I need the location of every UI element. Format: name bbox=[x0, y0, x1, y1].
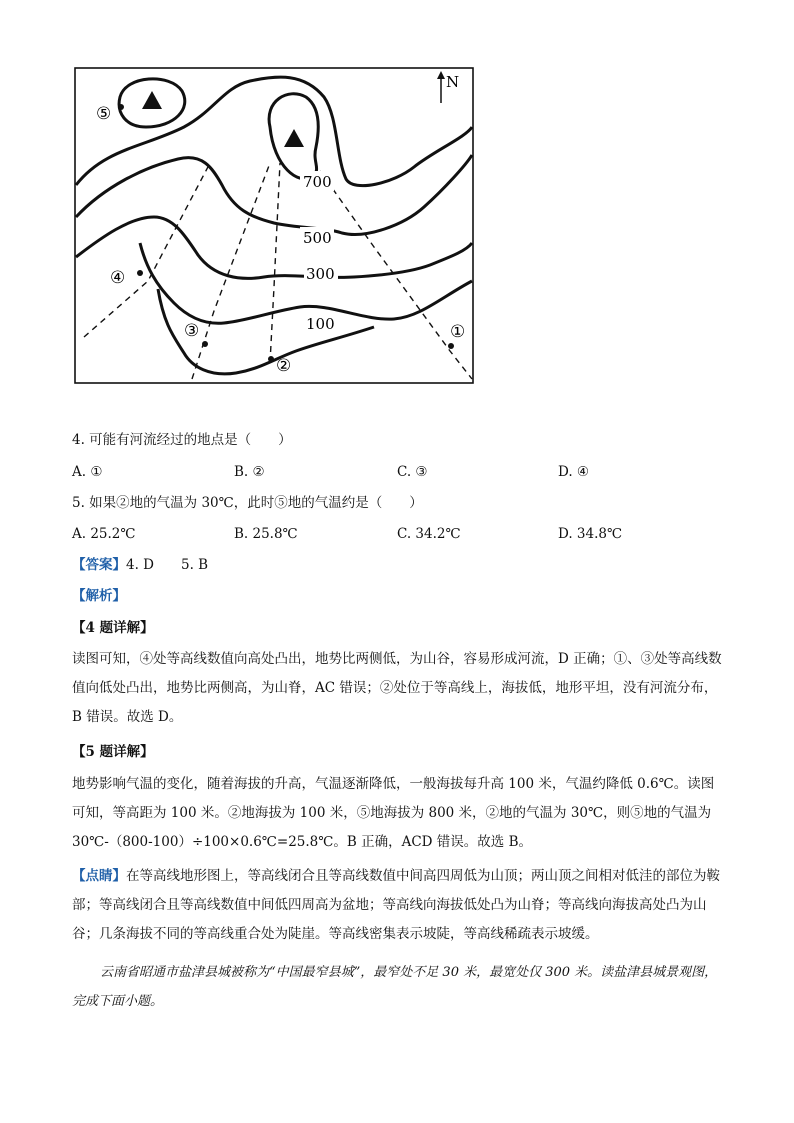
contour-map bbox=[74, 67, 474, 384]
q5-option-b: B. 25.8℃ bbox=[234, 526, 298, 542]
analysis-line bbox=[72, 586, 126, 606]
q4-option-c: C. ③ bbox=[397, 464, 428, 480]
contour-label-500: 500 bbox=[303, 229, 332, 247]
dashed-line-left bbox=[84, 163, 210, 337]
point-1-dot bbox=[448, 343, 454, 349]
detail4-text: 读图可知，④处等高线数值向高处凸出，地势比两侧低，为山谷，容易形成河流，D 正确；①、③处等高线数值向低处凸出，地势比两侧高，为山脊，AC 错误；②处位于等高线上，海拔低，地形平坦，没有河流分布，B 错误。故选 D。 bbox=[72, 651, 722, 725]
contour-100-a bbox=[140, 243, 472, 323]
peak-triangle-left bbox=[142, 91, 162, 109]
tips-label: 【点睛】 bbox=[72, 868, 126, 884]
answer-label: 【答案】 bbox=[72, 557, 126, 573]
point-label-5: ⑤ bbox=[96, 104, 112, 124]
contour-label-700: 700 bbox=[303, 173, 332, 191]
point-label-4: ④ bbox=[110, 268, 126, 288]
point-2-dot bbox=[268, 356, 274, 362]
contour-label-100: 100 bbox=[306, 315, 335, 333]
analysis-label: 【解析】 bbox=[72, 588, 126, 604]
q4-stem: 4. 可能有河流经过的地点是（ ） bbox=[72, 432, 292, 448]
point-4-dot bbox=[137, 270, 143, 276]
q4-option-b: B. ② bbox=[234, 464, 265, 480]
tips-text: 在等高线地形图上，等高线闭合且等高线数值中间高四周低为山顶；两山顶之间相对低洼的部位为鞍部；等高线闭合且等高线数值中间低四周高为盆地；等高线向海拔低处凸为山脊；等高线向海拔高处凸为山谷；几条海拔不同的等高线重合处为陡崖。等高线密集表示坡陡，等高线稀疏表示坡缓。 bbox=[72, 868, 720, 942]
north-label: N bbox=[446, 73, 460, 91]
point-label-3: ③ bbox=[184, 321, 200, 341]
point-3-dot bbox=[202, 341, 208, 347]
detail4-label: 【4 题详解】 bbox=[72, 620, 154, 636]
answer-text: 4. D 5. B bbox=[126, 557, 209, 573]
detail5-text: 地势影响气温的变化，随着海拔的升高，气温逐渐降低，一般海拔每升高 100 米，气温约降低 0.6℃。读图可知，等高距为 100 米。②地海拔为 100 米，⑤地海拔为 800 米，②地的气温为 30℃，则⑤地的气温为 30℃-（800-100）÷100×0.6℃=25.8℃。B 正确，ACD 错误。故选 B。 bbox=[72, 776, 715, 850]
map-frame bbox=[75, 68, 473, 383]
q5-stem: 5. 如果②地的气温为 30℃，此时⑤地的气温约是（ ） bbox=[72, 495, 423, 511]
peak-triangle-right bbox=[284, 129, 304, 147]
tips-paragraph bbox=[72, 862, 724, 949]
dashed-line-mid2 bbox=[270, 163, 280, 363]
detail5-label: 【5 题详解】 bbox=[72, 744, 154, 760]
answer-line bbox=[72, 555, 208, 575]
next-question-intro: 云南省昭通市盐津县城被称为“中国最窄县城”，最窄处不足 30 米，最宽处仅 300 米。读盐津县城景观图，完成下面小题。 bbox=[72, 965, 718, 1009]
point-label-1: ① bbox=[450, 322, 466, 342]
q5-option-a: A. 25.2℃ bbox=[72, 526, 136, 542]
q5-option-c: C. 34.2℃ bbox=[397, 526, 461, 542]
contour-300 bbox=[76, 217, 472, 278]
contour-label-300: 300 bbox=[306, 265, 335, 283]
q5-option-d: D. 34.8℃ bbox=[558, 526, 623, 542]
contour-map-figure bbox=[74, 67, 474, 384]
contour-700 bbox=[76, 77, 472, 186]
q4-option-a: A. ① bbox=[72, 464, 103, 480]
point-5-dot bbox=[118, 104, 124, 110]
point-label-2: ② bbox=[276, 356, 292, 376]
q4-option-d: D. ④ bbox=[558, 464, 590, 480]
north-arrow-head-icon bbox=[437, 71, 445, 79]
